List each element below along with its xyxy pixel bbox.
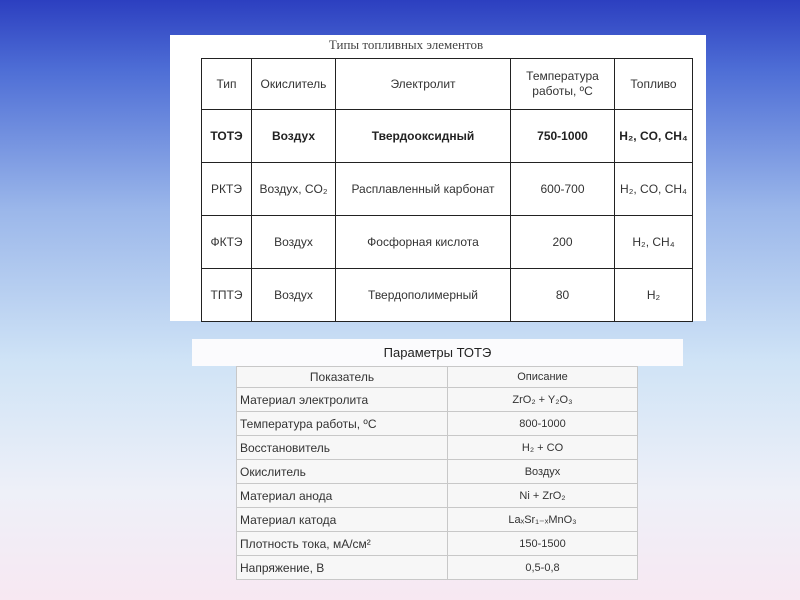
param-name: Плотность тока, мА/см²: [237, 532, 448, 556]
fuel-cell-types-title: Типы топливных элементов: [328, 37, 484, 52]
table-row: [202, 269, 693, 322]
header-type: Тип: [202, 59, 252, 110]
table-row: [237, 436, 638, 460]
cell-temperature: 600-700: [511, 163, 615, 216]
table-header-row: [202, 59, 693, 110]
param-name: Материал электролита: [237, 388, 448, 412]
cell-fuel: H₂, CH₄: [615, 216, 693, 269]
cell-temperature: 200: [511, 216, 615, 269]
cell-oxidizer: Воздух: [252, 216, 336, 269]
param-name: Материал катода: [237, 508, 448, 532]
table-row: [202, 216, 693, 269]
cell-electrolyte: Твердополимерный: [336, 269, 511, 322]
sofc-params-caption: Параметры ТОТЭ: [192, 339, 683, 366]
param-value: 150-1500: [448, 532, 638, 556]
param-value: H₂ + CO: [448, 436, 638, 460]
cell-fuel: H₂: [615, 269, 693, 322]
fuel-cell-types-panel: [170, 35, 706, 321]
param-name: Материал анода: [237, 484, 448, 508]
sofc-params-table: [236, 366, 638, 580]
param-value: LaₓSr₁₋ₓMnO₃: [448, 508, 638, 532]
header-temperature: Температура работы, ºC: [511, 59, 615, 110]
param-name: Окислитель: [237, 460, 448, 484]
param-value: ZrO₂ + Y₂O₃: [448, 388, 638, 412]
param-name: Напряжение, В: [237, 556, 448, 580]
table-row: [237, 460, 638, 484]
param-name: Температура работы, ºС: [237, 412, 448, 436]
cell-type: ТПТЭ: [202, 269, 252, 322]
cell-oxidizer: Воздух: [252, 269, 336, 322]
cell-fuel: H₂, CO, CH₄: [615, 163, 693, 216]
table-row: [202, 110, 693, 163]
cell-type: ТОТЭ: [202, 110, 252, 163]
cell-fuel: H₂, CO, CH₄: [615, 110, 693, 163]
table-row: [237, 484, 638, 508]
header-parameter: Показатель: [237, 367, 448, 388]
table-row: [237, 532, 638, 556]
table-row: [202, 163, 693, 216]
cell-electrolyte: Фосфорная кислота: [336, 216, 511, 269]
param-value: Воздух: [448, 460, 638, 484]
cell-oxidizer: Воздух: [252, 110, 336, 163]
cell-electrolyte: Расплавленный карбонат: [336, 163, 511, 216]
cell-electrolyte: Твердооксидный: [336, 110, 511, 163]
table-header-row: [237, 367, 638, 388]
header-fuel: Топливо: [615, 59, 693, 110]
table-row: [237, 508, 638, 532]
header-oxidizer: Окислитель: [252, 59, 336, 110]
table-row: [237, 412, 638, 436]
fuel-cell-types-table: [201, 58, 693, 322]
table-row: [237, 388, 638, 412]
cell-temperature: 750-1000: [511, 110, 615, 163]
param-value: 0,5-0,8: [448, 556, 638, 580]
cell-type: ФКТЭ: [202, 216, 252, 269]
cell-type: РКТЭ: [202, 163, 252, 216]
header-electrolyte: Электролит: [336, 59, 511, 110]
table-row: [237, 556, 638, 580]
cell-temperature: 80: [511, 269, 615, 322]
cell-oxidizer: Воздух, CO₂: [252, 163, 336, 216]
header-description: Описание: [448, 367, 638, 388]
param-value: 800-1000: [448, 412, 638, 436]
param-name: Восстановитель: [237, 436, 448, 460]
param-value: Ni + ZrO₂: [448, 484, 638, 508]
